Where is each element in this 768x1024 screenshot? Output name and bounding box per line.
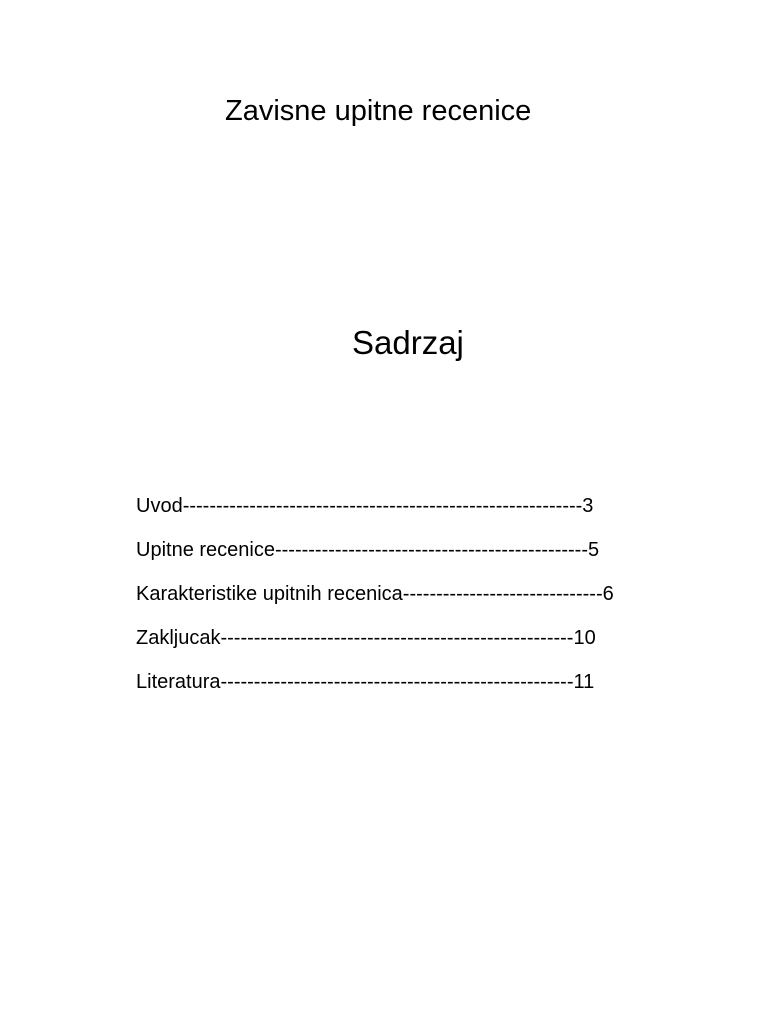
- toc-entry-literatura: Literatura-----------------------------------------------------11: [136, 671, 595, 693]
- toc-entry-karakteristike: Karakteristike upitnih recenica------------------------------6: [136, 583, 614, 605]
- table-of-contents: [136, 494, 614, 714]
- toc-entry-zakljucak: Zakljucak-----------------------------------------------------10: [136, 627, 596, 649]
- document-title: Zavisne upitne recenice: [225, 95, 532, 127]
- table-of-contents-heading: Sadrzaj: [352, 324, 464, 361]
- toc-entry-uvod: Uvod------------------------------------------------------------3: [136, 495, 594, 517]
- toc-entry-upitne-recenice: Upitne recenice-----------------------------------------------5: [136, 539, 600, 561]
